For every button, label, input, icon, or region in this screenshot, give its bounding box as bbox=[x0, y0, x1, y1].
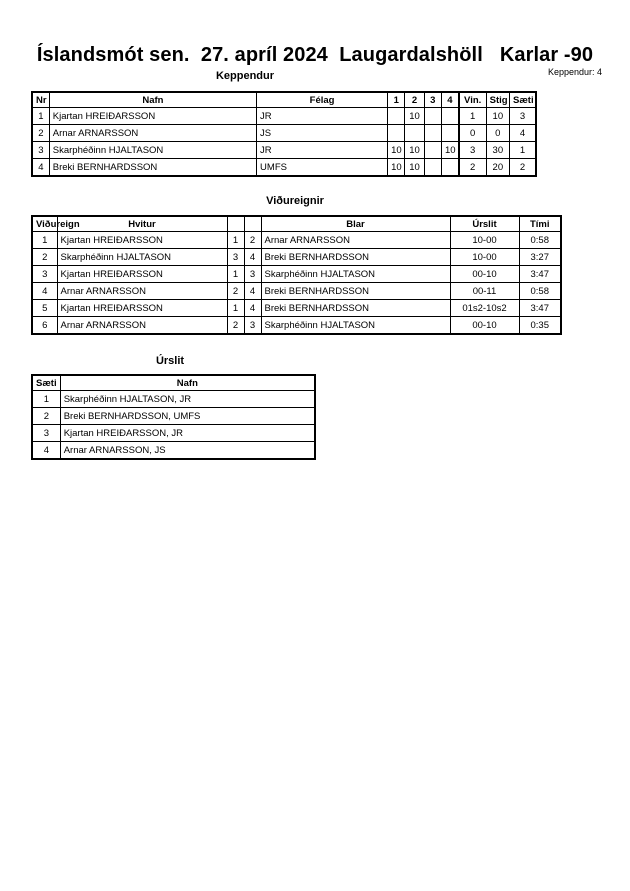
cell-blue-nr: 4 bbox=[244, 283, 261, 300]
cell-place: 2 bbox=[32, 408, 60, 425]
cell-result: 00-10 bbox=[450, 266, 519, 283]
cell-white: Skarphéðinn HJALTASON bbox=[57, 249, 227, 266]
cell-points: 30 bbox=[486, 142, 509, 159]
page-title: Íslandsmót sen. 27. apríl 2024 Laugardalshöll Karlar -90 bbox=[36, 44, 594, 66]
cell-white-nr: 1 bbox=[227, 266, 244, 283]
cell-club: JS bbox=[257, 125, 388, 142]
cell-round bbox=[441, 159, 458, 177]
cell-match-no: 3 bbox=[32, 266, 57, 283]
cell-place: 3 bbox=[32, 425, 60, 442]
cell-name: Arnar ARNARSSON bbox=[49, 125, 256, 142]
cell-place: 1 bbox=[32, 391, 60, 408]
col-header: Viðureign bbox=[32, 216, 57, 232]
cell-club: JR bbox=[257, 108, 388, 125]
col-header: Nr bbox=[32, 92, 49, 108]
cell-nr: 3 bbox=[32, 142, 49, 159]
cell-place: 3 bbox=[510, 108, 537, 125]
col-header: Nafn bbox=[60, 375, 315, 391]
cell-round bbox=[441, 125, 458, 142]
cell-round bbox=[424, 142, 441, 159]
col-header: 4 bbox=[441, 92, 458, 108]
table-row bbox=[32, 317, 561, 335]
cell-blue: Skarphéðinn HJALTASON bbox=[261, 266, 450, 283]
cell-round bbox=[388, 108, 405, 125]
competitors-header-row bbox=[32, 92, 536, 108]
cell-round bbox=[441, 108, 458, 125]
col-header: Tími bbox=[519, 216, 561, 232]
cell-name: Skarphéðinn HJALTASON, JR bbox=[60, 391, 315, 408]
cell-time: 3:27 bbox=[519, 249, 561, 266]
cell-blue-nr: 3 bbox=[244, 317, 261, 335]
table-row bbox=[32, 232, 561, 249]
cell-blue-nr: 2 bbox=[244, 232, 261, 249]
cell-white-nr: 2 bbox=[227, 283, 244, 300]
cell-nr: 4 bbox=[32, 159, 49, 177]
cell-round: 10 bbox=[388, 159, 405, 177]
competitors-section-title: Keppendur bbox=[215, 70, 275, 82]
cell-time: 3:47 bbox=[519, 266, 561, 283]
table-row bbox=[32, 425, 315, 442]
cell-round bbox=[424, 159, 441, 177]
cell-blue-nr: 3 bbox=[244, 266, 261, 283]
results-table bbox=[31, 374, 316, 460]
table-row bbox=[32, 249, 561, 266]
cell-match-no: 6 bbox=[32, 317, 57, 335]
col-header bbox=[244, 216, 261, 232]
cell-blue-nr: 4 bbox=[244, 249, 261, 266]
col-header: Vin. bbox=[459, 92, 486, 108]
col-header: Hvitur bbox=[57, 216, 227, 232]
cell-points: 20 bbox=[486, 159, 509, 177]
matches-table bbox=[31, 215, 562, 335]
cell-round bbox=[424, 125, 441, 142]
cell-name: Kjartan HREIÐARSSON, JR bbox=[60, 425, 315, 442]
cell-club: JR bbox=[257, 142, 388, 159]
col-header: 2 bbox=[405, 92, 424, 108]
cell-result: 00-11 bbox=[450, 283, 519, 300]
cell-white: Kjartan HREIÐARSSON bbox=[57, 266, 227, 283]
cell-club: UMFS bbox=[257, 159, 388, 177]
cell-round bbox=[388, 125, 405, 142]
cell-round bbox=[405, 125, 424, 142]
table-row bbox=[32, 125, 536, 142]
cell-name: Skarphéðinn HJALTASON bbox=[49, 142, 256, 159]
col-header: Sæti bbox=[32, 375, 60, 391]
cell-round: 10 bbox=[388, 142, 405, 159]
cell-place: 2 bbox=[510, 159, 537, 177]
cell-white-nr: 1 bbox=[227, 232, 244, 249]
cell-place: 4 bbox=[510, 125, 537, 142]
table-row bbox=[32, 266, 561, 283]
cell-time: 0:35 bbox=[519, 317, 561, 335]
cell-white-nr: 1 bbox=[227, 300, 244, 317]
cell-wins: 3 bbox=[459, 142, 486, 159]
table-row bbox=[32, 108, 536, 125]
cell-white: Kjartan HREIÐARSSON bbox=[57, 300, 227, 317]
matches-header-row bbox=[32, 216, 561, 232]
cell-name: Breki BERNHARDSSON, UMFS bbox=[60, 408, 315, 425]
cell-match-no: 2 bbox=[32, 249, 57, 266]
matches-section-title: Viðureignir bbox=[266, 195, 324, 207]
cell-name: Breki BERNHARDSSON bbox=[49, 159, 256, 177]
cell-time: 0:58 bbox=[519, 232, 561, 249]
cell-place: 1 bbox=[510, 142, 537, 159]
cell-wins: 1 bbox=[459, 108, 486, 125]
cell-blue: Skarphéðinn HJALTASON bbox=[261, 317, 450, 335]
cell-wins: 2 bbox=[459, 159, 486, 177]
cell-result: 10-00 bbox=[450, 249, 519, 266]
cell-round: 10 bbox=[441, 142, 458, 159]
cell-time: 3:47 bbox=[519, 300, 561, 317]
cell-blue: Arnar ARNARSSON bbox=[261, 232, 450, 249]
cell-match-no: 5 bbox=[32, 300, 57, 317]
table-row bbox=[32, 300, 561, 317]
cell-round: 10 bbox=[405, 159, 424, 177]
cell-blue: Breki BERNHARDSSON bbox=[261, 283, 450, 300]
col-header: Nafn bbox=[49, 92, 256, 108]
col-header: 1 bbox=[388, 92, 405, 108]
cell-round: 10 bbox=[405, 108, 424, 125]
col-header: Blar bbox=[261, 216, 450, 232]
cell-white-nr: 3 bbox=[227, 249, 244, 266]
cell-white: Kjartan HREIÐARSSON bbox=[57, 232, 227, 249]
table-row bbox=[32, 159, 536, 177]
col-header: Sæti bbox=[510, 92, 537, 108]
cell-points: 10 bbox=[486, 108, 509, 125]
cell-nr: 1 bbox=[32, 108, 49, 125]
cell-result: 00-10 bbox=[450, 317, 519, 335]
results-section-title: Úrslit bbox=[155, 355, 185, 367]
cell-white-nr: 2 bbox=[227, 317, 244, 335]
cell-nr: 2 bbox=[32, 125, 49, 142]
cell-white: Arnar ARNARSSON bbox=[57, 317, 227, 335]
table-row bbox=[32, 391, 315, 408]
cell-place: 4 bbox=[32, 442, 60, 460]
cell-time: 0:58 bbox=[519, 283, 561, 300]
cell-wins: 0 bbox=[459, 125, 486, 142]
cell-name: Kjartan HREIÐARSSON bbox=[49, 108, 256, 125]
cell-round: 10 bbox=[405, 142, 424, 159]
cell-result: 10-00 bbox=[450, 232, 519, 249]
col-header: 3 bbox=[424, 92, 441, 108]
col-header bbox=[227, 216, 244, 232]
cell-blue: Breki BERNHARDSSON bbox=[261, 300, 450, 317]
cell-blue-nr: 4 bbox=[244, 300, 261, 317]
cell-match-no: 1 bbox=[32, 232, 57, 249]
cell-blue: Breki BERNHARDSSON bbox=[261, 249, 450, 266]
table-row bbox=[32, 408, 315, 425]
col-header: Stig bbox=[486, 92, 509, 108]
table-row bbox=[32, 442, 315, 460]
cell-name: Arnar ARNARSSON, JS bbox=[60, 442, 315, 460]
col-header: Úrslit bbox=[450, 216, 519, 232]
cell-result: 01s2-10s2 bbox=[450, 300, 519, 317]
table-row bbox=[32, 142, 536, 159]
cell-white: Arnar ARNARSSON bbox=[57, 283, 227, 300]
cell-match-no: 4 bbox=[32, 283, 57, 300]
cell-points: 0 bbox=[486, 125, 509, 142]
col-header: Félag bbox=[257, 92, 388, 108]
competitors-table bbox=[31, 91, 537, 177]
cell-round bbox=[424, 108, 441, 125]
table-row bbox=[32, 283, 561, 300]
results-header-row bbox=[32, 375, 315, 391]
competitor-count: Keppendur: 4 bbox=[547, 67, 602, 77]
